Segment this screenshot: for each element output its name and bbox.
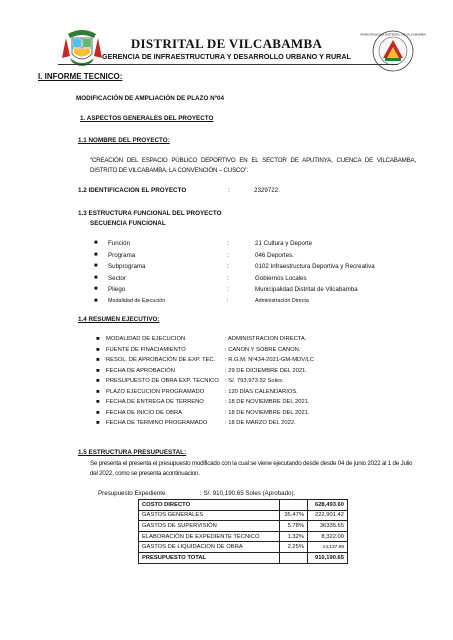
table-cell: 2.25% <box>280 542 308 553</box>
table-cell <box>280 552 308 563</box>
section-heading: I. INFORME TECNICO: <box>38 72 123 81</box>
list-item: ■ Función : 21 Cultura y Deporte <box>94 240 313 247</box>
table-cell: 628,493.60 <box>308 500 348 511</box>
table-cell: GASTOS DE SUPERVISIÓN <box>139 521 280 532</box>
project-id-label: 1.2 IDENTIFICACION EL PROYECTO <box>78 187 187 194</box>
functional-sequence-list <box>94 240 424 309</box>
list-item: ■ FECHA DE ENTREGA DE TERRENO : 18 DE NOVIEMBRE DEL 2021. <box>96 399 310 405</box>
table-cell: GASTOS GENERALES <box>139 510 280 521</box>
table-cell: 1.32% <box>280 531 308 542</box>
project-name-text: “CREACIÓN DEL ESPACIO PÚBLICO DEPORTIVO EN EL SECTOR DE APUTINYA, CUENCA DE VILCABAMBA, DISTRITO DE VILCABAMBA, LA CONVENCIÓN – CUSCO”. <box>90 157 416 174</box>
table-cell: 14,137.98 <box>308 542 348 553</box>
list-item: ■ FECHA DE APROBACIÓN : 29 DE DICIEMBRE DEL 2021. <box>96 367 307 374</box>
table-cell: 910,190.65 <box>308 552 348 563</box>
list-item: ■ Modalidad de Ejecución : Administración Directa <box>94 297 309 304</box>
list-item: ■ PRESUPUESTO DE OBRA EXP. TECNICO : S/. 793,973.32 Soles. <box>96 378 284 384</box>
table-cell <box>280 500 308 511</box>
executive-summary-heading: 1.4 RESUMEN EJECUTIVO: <box>78 316 160 323</box>
table-cell: ELABORACIÓN DE EXPEDIENTE TÉCNICO <box>139 531 280 542</box>
list-item: ■ RESOL. DE APROBACIÓN DE EXP. TEC. : R.G.M. Nº434-2021-GM-MDV/LC <box>96 357 315 363</box>
list-item: ■ PLAZO EJECUCION PROGRAMADO : 120 DÍAS CALENDARIOS. <box>96 388 298 395</box>
table-row <box>139 500 348 511</box>
table-row <box>139 521 348 532</box>
list-item: ■ MODALIDAD DE EJECUCION : ADMINISTRACION DIRECTA. <box>96 336 307 342</box>
table-cell: 222,901.42 <box>308 510 348 521</box>
budget-paragraph: Se presenta el presenta el presupuesto modificado con la cual se viene ejecutando desde desde 04 de junio 2022 al 1 de Julio del 2022, como se presenta acontinuacion. <box>90 460 413 477</box>
table-cell: 8,322.00 <box>308 531 348 542</box>
list-item: ■ FUENTE DE FINACIAMIENTO : CANON Y SOBRE CANON. <box>96 346 301 353</box>
project-name-heading: 1.1 NOMBRE DEL PROYECTO: <box>78 137 170 144</box>
table-row <box>139 510 348 521</box>
executive-summary-list <box>96 336 416 431</box>
budget-structure-heading: 1.5 ESTRUCTURA PRESUPUESTAL: <box>78 449 187 456</box>
budget-file-value: : S/. 910,190.65 Soles (Aprobado). <box>200 490 296 497</box>
list-item: ■ Subprograma : 0102 Infraestructura Deportiva y Recreativa <box>94 263 375 270</box>
table-cell: 5.78% <box>280 521 308 532</box>
table-cell: PRESUPUESTO TOTAL <box>139 552 280 563</box>
functional-structure-heading: 1.3 ESTRUCTURA FUNCIONAL DEL PROYECTO <box>78 210 222 217</box>
table-cell: GASTOS DE LIQUIDACION DE OBRA <box>139 542 280 553</box>
list-item: ■ FECHA DE TERMINO PROGRAMADO : 18 DE MARZO DEL 2022. <box>96 420 296 426</box>
table-row <box>139 542 348 553</box>
seal-text: MUNICIPALIDAD DISTRITAL DE VILCABAMBA <box>360 32 426 37</box>
functional-sequence-subheading: SECUENCIA FUNCIONAL <box>90 220 166 227</box>
list-item: ■ Pliego : Municipalidad Distrital de Vilcabamba <box>94 286 358 293</box>
budget-table-wrapper <box>138 499 348 564</box>
table-row <box>139 552 348 563</box>
general-aspects-heading: 1. ASPECTOS GENERALES DEL PROYECTO <box>80 115 214 122</box>
header-divider <box>58 64 398 65</box>
table-cell: 35.47% <box>280 510 308 521</box>
table-row <box>139 531 348 542</box>
list-item: ■ Sector : Gobiernos Locales <box>94 274 307 282</box>
project-id-colon: : <box>228 187 230 194</box>
table-cell: 36335.65 <box>308 521 348 532</box>
project-id-value: 2329722. <box>254 187 280 194</box>
page-title: DISTRITAL DE VILCABAMBA <box>130 36 323 51</box>
modification-heading: MODIFICACIÓN DE AMPLIACIÓN DE PLAZO Nº04 <box>76 95 224 102</box>
list-item: ■ Programa : 046 Deportes. <box>94 251 294 259</box>
list-item: ■ FECHA DE INICIO DE OBRA : 18 DE NOVIEMBRE DEL 2021. <box>96 409 310 416</box>
budget-file-label: Presupuesto Expediente <box>98 490 166 497</box>
page-subtitle: GERENCIA DE INFRAESTRUCTURA Y DESARROLLO URBANO Y RURAL <box>102 52 351 61</box>
table-cell: COSTO DIRECTO <box>139 500 280 511</box>
budget-table <box>138 499 348 564</box>
